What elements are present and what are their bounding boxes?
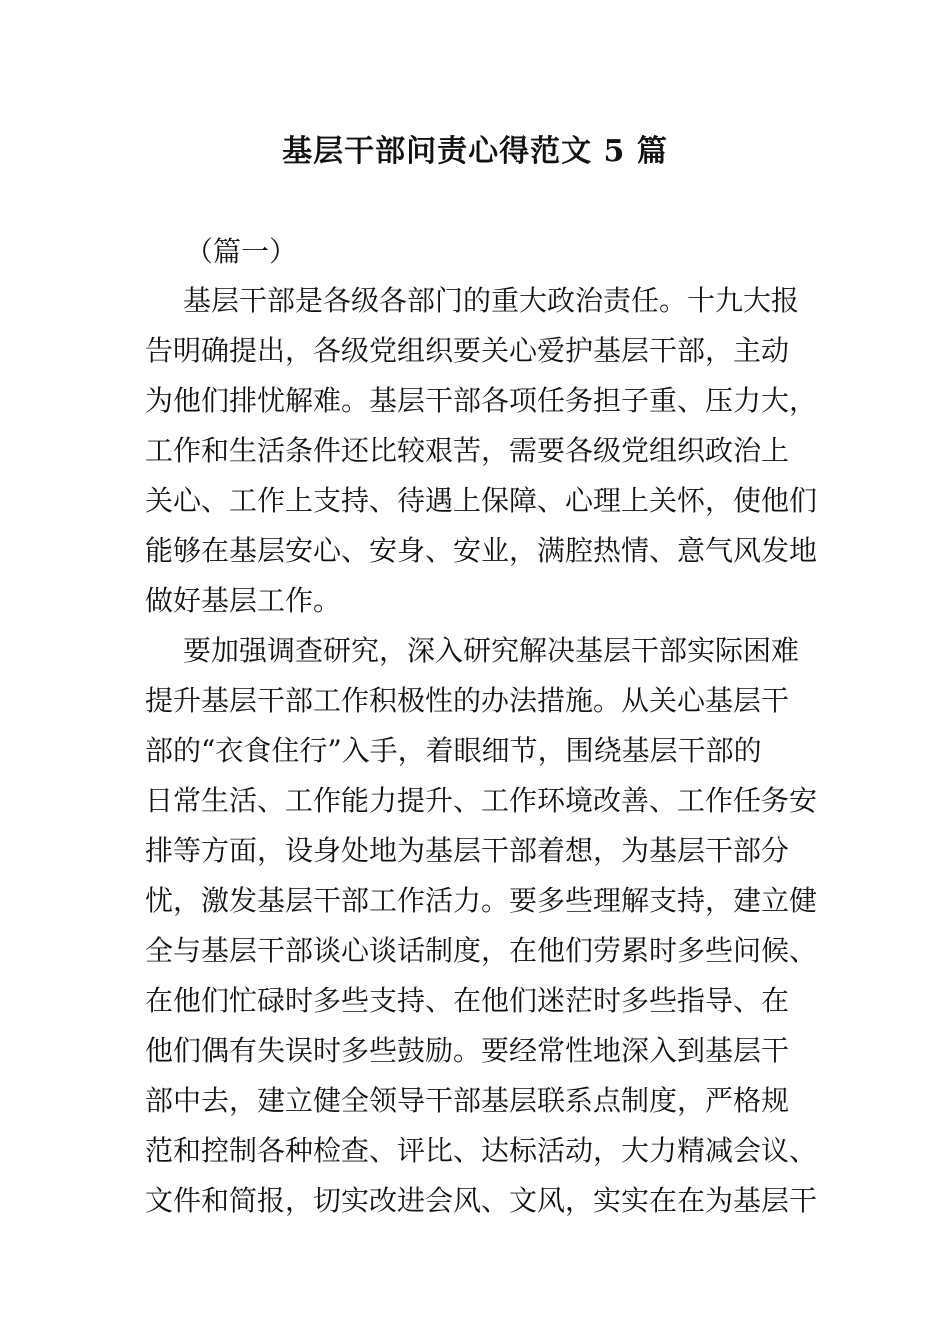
paragraph-line: 部的“衣食住行”入手，着眼细节，围绕基层干部的	[145, 734, 762, 767]
paragraph-line: 排等方面，设身处地为基层干部着想，为基层干部分	[145, 834, 790, 867]
paragraph-line: 提升基层干部工作积极性的办法措施。从关心基层干	[145, 684, 790, 717]
paragraph-2	[145, 626, 818, 1226]
paragraph-line: 部中去，建立健全领导干部基层联系点制度，严格规	[145, 1084, 790, 1117]
paragraph-line: 为他们排忧解难。基层干部各项任务担子重、压力大，	[145, 384, 818, 417]
paragraph-line: 范和控制各种检查、评比、达标活动，大力精减会议、	[145, 1134, 818, 1167]
paragraph-line: 在他们忙碌时多些支持、在他们迷茫时多些指导、在	[145, 984, 790, 1017]
paragraph-line: 他们偶有失误时多些鼓励。要经常性地深入到基层干	[145, 1034, 790, 1067]
paragraph-line: 日常生活、工作能力提升、工作环境改善、工作任务安	[145, 784, 818, 817]
paragraph-line: 做好基层工作。	[145, 584, 342, 617]
paragraph-line: 告明确提出，各级党组织要关心爱护基层干部，主动	[145, 334, 790, 367]
paragraph-line: 工作和生活条件还比较艰苦，需要各级党组织政治上	[145, 434, 790, 467]
paragraph-1	[145, 276, 818, 626]
section-label: （篇一）	[185, 235, 298, 268]
document-title: 基层干部问责心得范文 5 篇	[282, 134, 668, 169]
paragraph-line: 文件和简报，切实改进会风、文风，实实在在为基层干	[145, 1184, 818, 1217]
paragraph-line: 忧，激发基层干部工作活力。要多些理解支持，建立健	[145, 884, 818, 917]
paragraph-line: 能够在基层安心、安身、安业，满腔热情、意气风发地	[145, 534, 818, 567]
paragraph-line: 全与基层干部谈心谈话制度，在他们劳累时多些问候、	[145, 934, 818, 967]
paragraph-line: 基层干部是各级各部门的重大政治责任。十九大报	[183, 284, 800, 317]
paragraph-line: 要加强调查研究，深入研究解决基层干部实际困难	[183, 634, 800, 667]
paragraph-line: 关心、工作上支持、待遇上保障、心理上关怀，使他们	[145, 484, 818, 517]
document-body	[145, 228, 818, 1226]
